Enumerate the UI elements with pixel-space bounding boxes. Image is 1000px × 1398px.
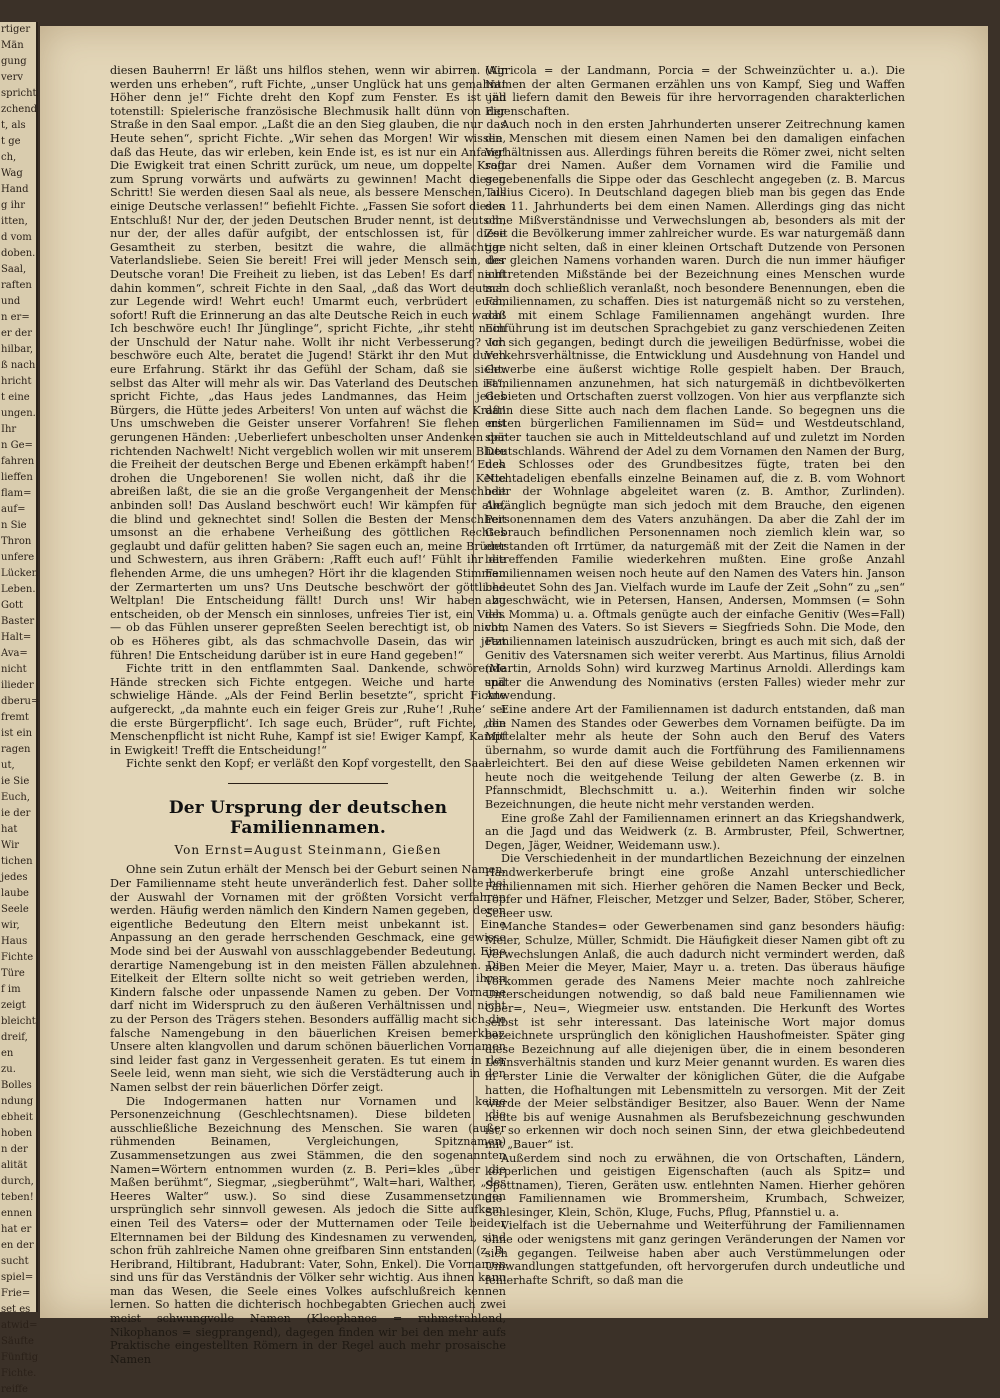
previous-page-fragment: Fichte (1, 952, 34, 963)
previous-page-fragment: tichen (1, 856, 33, 867)
previous-page-fragment: atwid= (1, 1320, 38, 1331)
previous-page-fragment: zchend (1, 104, 38, 115)
previous-page-fragment: raften (1, 280, 32, 291)
previous-page-fragment: dreif, (1, 1032, 28, 1043)
previous-page-fragment: lieffen (1, 472, 33, 483)
previous-page-fragment: nicht (1, 664, 27, 675)
previous-page-fragment: laube (1, 888, 29, 899)
previous-page-fragment: hricht (1, 376, 32, 387)
previous-page-fragment: Ava= (1, 648, 28, 659)
previous-page-fragment: ut, (1, 760, 15, 771)
previous-page-edge (0, 22, 40, 1395)
previous-page-fragment: g ihr (1, 200, 25, 211)
previous-page-fragment: Haus (1, 936, 28, 947)
previous-page-fragment: Lücken (1, 568, 39, 579)
previous-page-fragment: n der (1, 1144, 28, 1155)
previous-page-fragment: Leben. (1, 584, 36, 595)
previous-page-fragment: n Ge= (1, 440, 33, 451)
previous-page-fragment: d vom (1, 232, 32, 243)
previous-page-fragment: Fünftig (1, 1352, 39, 1363)
previous-page-fragment: n er= (1, 312, 30, 323)
previous-page-fragment: verv (1, 72, 23, 83)
article-paragraph: Ohne sein Zutun erhält der Mensch bei der Geburt seinen Namen. Der Familienname steht heute unveränderlich fest. Daher sollte bei der Auswahl der Vornamen mit der größten Vorsicht verfahren werden. Häufig werden nämlich den Kindern Namen gegeben, deren eigentliche Bedeutung den Eltern meist unbekannt ist. Eine Anpassung an den gerade herrschenden Geschmack, eine gewisse Mode sind bei der Auswahl von ausschlaggebender Bedeutung. Eine derartige Namengebung ist in den meisten Fällen abzulehnen. Die Eitelkeit der Eltern sollte nicht so weit getrieben werden, ihren Kindern falsche oder unpassende Namen zu geben. Der Vorname darf nicht im Widerspruch zu den äußeren Verhältnissen und nicht zu der Person des Trägers stehen. Besonders auffällig macht sich die falsche Namengebung in den bäuerlichen Kreisen bemerkbar. Unsere alten klangvollen und darum schönen bäuerlichen Vornamen sind leider fast ganz in Vergessenheit geraten. Es tut einem in der Seele leid, wenn man sieht, wie sich die Verstädterung auch in den Namen selbst der rein bäuerlichen Dörfer zeigt. (110, 863, 506, 1094)
newspaper-page (40, 26, 988, 1366)
previous-page-fragment: f im (1, 984, 21, 995)
previous-page-fragment: Euch, (1, 792, 30, 803)
previous-page-fragment: t ge (1, 136, 21, 147)
previous-page-fragment: Thron (1, 536, 32, 547)
previous-page-fragment: Wag (1, 168, 23, 179)
previous-page-fragment: ragen (1, 744, 31, 755)
section-rule (228, 783, 388, 784)
previous-page-fragment: en (1, 1048, 14, 1059)
previous-page-fragment: Säufte (1, 1336, 34, 1347)
previous-page-fragment: hat (1, 824, 18, 835)
previous-page-fragment: en der (1, 1240, 34, 1251)
previous-page-fragment: Fichte. (1, 1368, 37, 1379)
previous-page-fragment: doben. (1, 248, 36, 259)
previous-page-fragment: Halt= (1, 632, 32, 643)
right-paragraph: Außerdem sind noch zu erwähnen, die von Ortschaften, Ländern, körperlichen und geistigen Eigenschaften (auch als Spitz= und Spottnamen), Tieren, Geräten usw. entlehnten Namen. Hierher gehören die Familiennamen wie Brommersheim, Krumbach, Schweizer, Schlesinger, Klein, Schön, Kluge, Fuchs, Pflug, Pfannstiel u. a. (485, 1151, 905, 1219)
previous-page-fragment: spricht (1, 88, 37, 99)
previous-page-fragment: ie der (1, 808, 31, 819)
previous-page-fragment: reiffe (1, 1384, 28, 1395)
previous-page-fragment: Bolles (1, 1080, 32, 1091)
previous-page-fragment: er der (1, 328, 32, 339)
previous-page-fragment: flam= (1, 488, 32, 499)
previous-page-fragment: set es (1, 1304, 31, 1315)
previous-page-fragment: ndung (1, 1096, 34, 1107)
previous-page-fragment: wir, (1, 920, 20, 931)
right-paragraph: Vielfach ist die Uebernahme und Weiterführung der Familiennamen ohne oder wenigstens mit ganz geringen Veränderungen der Namen vor sich gegangen. Teilweise haben aber auch Verstümmelungen oder Umwandlungen stattgefunden, oft hervorgerufen durch undeutliche und fehlerhafte Schrift, so daß man die (485, 1219, 905, 1287)
right-paragraph: Eine große Zahl der Familiennamen erinnert an das Kriegshandwerk, an die Jagd und das Weidwerk (z. B. Armbruster, Pfeil, Schwertner, Degen, Jäger, Weidner, Weidemann usw.). (485, 811, 905, 852)
previous-page-fragment: Hand (1, 184, 29, 195)
article-headline: Der Ursprung der deutschen Familiennamen. (168, 797, 448, 838)
previous-page-fragment: ß nach (1, 360, 36, 371)
previous-page-fragment: ilieder (1, 680, 34, 691)
previous-page-fragment: gung (1, 56, 27, 67)
right-column (485, 64, 905, 1287)
previous-page-fragment: t, als (1, 120, 26, 131)
previous-page-fragment: fahren (1, 456, 35, 467)
left-paragraph: Fichte tritt in den entflammten Saal. Dankende, schwörende Hände strecken sich Fichte entgegen. Weiche und harte und schwielige Hände. „Als der Feind Berlin besetzte“, spricht Fichte aufgereckt, „da mahnte euch ein feiger Greis zur ‚Ruhe‘! ‚Ruhe‘ sei die erste Bürgerpflicht‘. Ich sage euch, Brüder“, ruft Fichte, „die Menschenpflicht ist nicht Ruhe, Kampf ist sie! Ewiger Kampf, Kampf in Ewigkeit! Trefft die Entscheidung!“ (110, 662, 506, 757)
previous-page-fragment: auf= (1, 504, 26, 515)
previous-page-fragment: Türe (1, 968, 25, 979)
previous-page-fragment: ch, (1, 152, 17, 163)
previous-page-fragment: Seele (1, 904, 29, 915)
article-paragraph: Die Indogermanen hatten nur Vornamen und keine Personenzeichnung (Geschlechtsnamen). Diese bildeten die ausschließliche Bezeichnung des Menschen. Sie waren (außer rühmenden Beinamen, Vergleichungen, Spitznamen) Zusammensetzungen aus zwei Stämmen, die den sogenannten Namen=Wörtern entnommen wurden (z. B. Peri=kles „über die Maßen berühmt“, Siegmar, „siegberühmt“, Walt=hari, Walther, „des Heeres Walter“ usw.). So sind diese Zusammensetzungen ursprünglich sehr sinnvoll gewesen. Als jedoch die Sitte aufkam, einen Teil des Vaters= oder der Mutternamen oder Teile beider Elternnamen bei der Bildung des Kindesnamen zu verwenden, sind schon früh zahlreiche Namen ohne greifbaren Sinn entstanden (z. B. Heribrand, Hiltibrant, Hadubrant: Vater, Sohn, Enkel). Die Vornamen sind uns für das Verständnis der Völker sehr wichtig. Aus ihnen kann man das Wesen, die Seele eines Volkes aufschlußreich kennen lernen. So hatten die dichterisch hochbegabten Griechen auch zwei meist schwungvolle Namen (Kleophanos = ruhmstrahlend, Nikophanos = siegprangend), dagegen finden wir bei den mehr aufs Praktische eingestellten Römern in der Regel auch mehr prosaische Namen (110, 1094, 506, 1366)
left-paragraph: Fichte senkt den Kopf; er verläßt den Kopf vorgestellt, den Saal. (126, 757, 493, 771)
previous-page-fragment: itten, (1, 216, 28, 227)
previous-page-fragment: unfere (1, 552, 35, 563)
previous-page-fragment: jedes (1, 872, 28, 883)
previous-page-fragment: Frie= (1, 1288, 31, 1299)
previous-page-fragment: zu. (1, 1064, 16, 1075)
previous-page-fragment: bleicht (1, 1016, 36, 1027)
previous-page-fragment: Män (1, 40, 24, 51)
previous-page-fragment: ennen (1, 1208, 33, 1219)
previous-page-fragment: fremt (1, 712, 29, 723)
right-paragraph: (Agricola = der Landmann, Porcia = der Schweinzüchter u. a.). Die Namen der alten Germanen erzählen uns von Kampf, Sieg und Waffen und liefern damit den Beweis für ihre hervorragenden charakterlichen Eigenschaften. (485, 64, 905, 118)
left-column (110, 64, 506, 1366)
previous-page-fragment: ist ein (1, 728, 33, 739)
previous-page-fragment: sucht (1, 1256, 29, 1267)
previous-page-fragment: n Sie (1, 520, 27, 531)
previous-page-fragment: teben! (1, 1192, 34, 1203)
previous-page-fragment: durch, (1, 1176, 34, 1187)
previous-page-fragment: und (1, 296, 21, 307)
previous-page-fragment: Gott (1, 600, 24, 611)
right-paragraph: Manche Standes= oder Gewerbenamen sind ganz besonders häufig: Meier, Schulze, Müller, Schmidt. Die Häufigkeit dieser Namen gibt oft zu Verwechslungen Anlaß, die auch dadurch nicht vermindert werden, daß neben Meier die Meyer, Maier, Mayr u. a. treten. Das überaus häufige Vorkommen gerade des Namens Meier machte noch zahlreiche Unterscheidungen notwendig, so daß bald neue Familiennamen wie Ober=, Neu=, Wiegmeier usw. entstanden. Die Herkunft des Wortes selbst ist sehr interessant. Das lateinische Wort major domus bezeichnete ursprünglich den königlichen Haushofmeister. Später ging diese Bezeichnung auf alle diejenigen über, die in einem besonderen Lehnsverhältnis standen und kurz Meier genannt wurden. Es waren dies in erster Linie die Verwalter der königlichen Güter, die die Aufgabe hatten, die Hofhaltungen mit Lebensmitteln zu versorgen. Mit der Zeit wurde der Meier selbständiger Besitzer, also Bauer. Wenn der Name heute bis auf wenige Ausnahmen als Berufsbezeichnung geschwunden ist, so erkennen wir doch noch seinen Sinn, der etwa gleichbedeutend mit „Bauer“ ist. (485, 920, 905, 1151)
left-paragraph: diesen Bauherrn! Er läßt uns hilflos stehen, wenn wir abirren. Wir werden uns erheben“, ruft Fichte, „unser Unglück hat uns gemahnt! Höher denn je!“ Fichte dreht den Kopf zum Fenster. Es ist jäh totenstill: Spielerische französische Blechmusik hallt dünn von der Straße in den Saal empor. „Laßt die an den Sieg glauben, die nur das Heute sehen“, spricht Fichte. „Wir sehen das Morgen! Wir wissen, daß das Heute, das wir erleben, kein Ende ist, es ist nur ein Anfang! Die Ewigkeit trat einen Schritt zurück, um neue, um doppelte Kraft zum Sprung vorwärts und aufwärts zu gewinnen! Macht diesen Schritt! Sie werden diesen Saal als neue, als bessere Menschen, als einige Deutsche verlassen!“ befiehlt Fichte. „Fassen Sie sofort diesen Entschluß! Nur der, der jeden Deutschen Bruder nennt, ist deutsch, nur der, der alles dafür aufgibt, der entschlossen ist, für diese Gesamtheit zu sterben, besitzt die wahre, die allmächtige Vaterlandsliebe. Seien Sie bereit! Frei will jeder Mensch sein, der Deutsche voran! Die Freiheit zu lieben, ist das Leben! Es darf nicht dahin kommen“, schreit Fichte in den Saal, „daß das Wort deutsch zur Legende wird! Wehrt euch! Umarmt euch, verbrüdert euch, sofort! Ruft die Erinnerung an das alte Deutsche Reich in euch wach! Ich beschwöre euch! Ihr Jünglinge“, spricht Fichte, „ihr steht noch der Unschuld der Natur nahe. Wollt ihr nicht Verbesserung? Ich beschwöre euch Alte, beratet die Jugend! Stärkt ihr den Mut durch eure Erfahrung. Stärkt ihr das Gefühl der Scham, daß sie sieht: selbst das Alter will mehr als wir. Das Vaterland des Deutschen ist“, spricht Fichte, „das Haus jedes Landmannes, das Heim jedes Bürgers, die Hütte jedes Arbeiters! Von unten auf wächst die Kraft! Uns umschweben die Geister unserer Vorfahren! Sie flehen mit gerungenen Händen: ‚Ueberliefert unbescholten unser Andenken der richtenden Nachwelt! Nicht vergeblich wollen wir mit unserem Blute die Freiheit der deutschen Berge und Ebenen erkämpft haben!‘ Euch drohen die Ungeborenen! Sie wollen nicht, daß ihr die Kette abreißen laßt, die sie an die große Vergangenheit der Menschheit anbinden soll! Das Ausland beschwört euch! Wir kämpfen für alle, die blind und geknechtet sind! Sollen die Besten der Menschheit umsonst an die erhabene Verheißung des göttlichen Rechtes geglaubt und dafür gelitten haben? Sie sagen euch an, meine Brüder und Schwestern, aus ihren Gräbern: ‚Rafft euch auf!‘ Fühlt ihr die flehenden Arme, die uns umhegen? Hört ihr die klagenden Stimmen der Zermarterten um uns? Uns Deutsche beschwört der göttliche Weltplan! Die Entscheidung fällt! Durch uns! Wir haben zu entscheiden, ob der Mensch ein sinnloses, unfreies Tier ist, ein Vieh. — ob das Fühlen unserer gepreßten Seelen berechtigt ist, ob nicht, ob es Höheres gibt, als das schmachvolle Dasein, das wir jetzt führen! Die Entscheidung darüber ist in eure Hand gegeben!“ (110, 64, 506, 662)
previous-page-fragment: Baster (1, 616, 35, 627)
previous-page-fragment: hat er (1, 1224, 32, 1235)
previous-page-fragment: Wir (1, 840, 20, 851)
previous-page-fragment: ie Sie (1, 776, 30, 787)
previous-page-fragment: dberu= (1, 696, 40, 707)
previous-page-fragment: spiel= (1, 1272, 34, 1283)
previous-page-fragment: zeigt (1, 1000, 26, 1011)
previous-page-fragment: Ihr (1, 424, 17, 435)
previous-page-fragment: Saal, (1, 264, 27, 275)
previous-page-fragment: hilbar, (1, 344, 34, 355)
article-byline: Von Ernst=August Steinmann, Gießen (174, 842, 442, 857)
previous-page-fragment: ebheit (1, 1112, 33, 1123)
right-paragraph: Auch noch in den ersten Jahrhunderten unserer Zeitrechnung kamen die Menschen mit diesem einen Namen bei den damaligen einfachen Verhältnissen aus. Allerdings führen bereits die Römer zwei, nicht selten sogar drei Namen. Außer dem Vornamen wird die Familie und gegebenenfalls die Sippe oder das Geschlecht angegeben (z. B. Marcus Tullius Cicero). In Deutschland dagegen blieb man bis gegen das Ende des 11. Jahrhunderts bei dem einen Namen. Allerdings ging das nicht ohne Mißverständnisse und Verwechslungen ab, besonders als mit der Zeit die Bevölkerung immer zahlreicher wurde. Es war naturgemäß dann gar nicht selten, daß in einer kleinen Ortschaft Dutzende von Personen des gleichen Namens vorhanden waren. Durch die nun immer häufiger auftretenden Mißstände bei der Bezeichnung eines Menschen wurde man doch schließlich veranlaßt, noch besondere Benennungen, eben die Familiennamen, zu schaffen. Dies ist naturgemäß nicht so zu verstehen, daß mit einem Schlage Familiennamen angehängt wurden. Ihre Einführung ist im deutschen Sprachgebiet zu ganz verschiedenen Zeiten vor sich gegangen, bedingt durch die jeweiligen Bedürfnisse, wobei die Verkehrsverhältnisse, die Entwicklung und Ausdehnung von Handel und Gewerbe eine äußerst wichtige Rolle gespielt haben. Der Brauch, Familiennamen anzunehmen, hat sich naturgemäß in dichtbevölkerten Gebieten und Ortschaften zuerst vollzogen. Von hier aus verpflanzte sich dann diese Sitte auch nach dem flachen Lande. So begegnen uns die ersten bürgerlichen Familiennamen im Süd= und Westdeutschland, später tauchen sie auch in Mitteldeutschland auf und zuletzt im Norden Deutschlands. Während der Adel zu dem Vornamen den Namen der Burg, des Schlosses oder des Grundbesitzes fügte, traten bei den Nichtadeligen ebenfalls einzelne Beinamen auf, die z. B. vom Wohnort oder der Wohnlage abgeleitet waren (z. B. Amthor, Zurlinden). Anfänglich begnügte man sich jedoch mit dem Brauche, den eigenen Personennamen dem des Vaters anzuhängen. Da aber die Zahl der im Gebrauch befindlichen Personennamen noch ziemlich klein war, so entstanden oft Irrtümer, da naturgemäß mit der Zeit die Namen in der betreffenden Familie wiederkehren mußten. Eine große Anzahl Familiennamen weisen noch heute auf den Namen des Vaters hin. Janson bedeutet Sohn des Jan. Vielfach wurde im Laufe der Zeit „Sohn“ zu „sen“ abgeschwächt, wie in Petersen, Hansen, Andersen, Mommsen (= Sohn des Momma) u. a. Oftmals genügte auch der einfache Genitiv (Wes=Fall) vom Namen des Vaters. So ist Sievers = Siegfrieds Sohn. Die Mode, den Familiennamen lateinisch auszudrücken, bringt es auch mit sich, daß der Genitiv des Vatersnamen sich weiter vererbt. Aus Martinus, filius Arnoldi (Martin, Arnolds Sohn) wird kurzweg Martinus Arnoldi. Allerdings kam später die Anwendung des Nominativs (ersten Falles) wieder mehr zur Anwendung. (485, 118, 905, 703)
previous-page-fragment: alität (1, 1160, 28, 1171)
previous-page-fragment: ungen. (1, 408, 36, 419)
right-paragraph: Eine andere Art der Familiennamen ist dadurch entstanden, daß man den Namen des Standes oder Gewerbes dem Vornamen beifügte. Da im Mittelalter mehr als heute der Sohn auch den Beruf des Vaters übernahm, so wurde damit auch die Fortführung des Familiennamens erleichtert. Bei den auf diese Weise gebildeten Namen erkennen wir heute noch die weitgehende Teilung der alten Gewerbe (z. B. in Pfannschmidt, Blechschmitt u. a.). Weiterhin finden wir solche Bezeichnungen, die heute nicht mehr verstanden werden. (485, 702, 905, 812)
previous-page-fragment: t eine (1, 392, 30, 403)
previous-page-fragment: rtiger (1, 24, 31, 35)
right-paragraph: Die Verschiedenheit in der mundartlichen Bezeichnung der einzelnen Handwerkerberufe bringt eine große Anzahl unterschiedlicher Familiennamen mit sich. Hierher gehören die Namen Becker und Beck, Töpfer und Häfner, Fleischer, Metzger und Selzer, Bader, Stöber, Scherer, Scheer usw. (485, 852, 905, 920)
previous-page-fragment: hoben (1, 1128, 33, 1139)
